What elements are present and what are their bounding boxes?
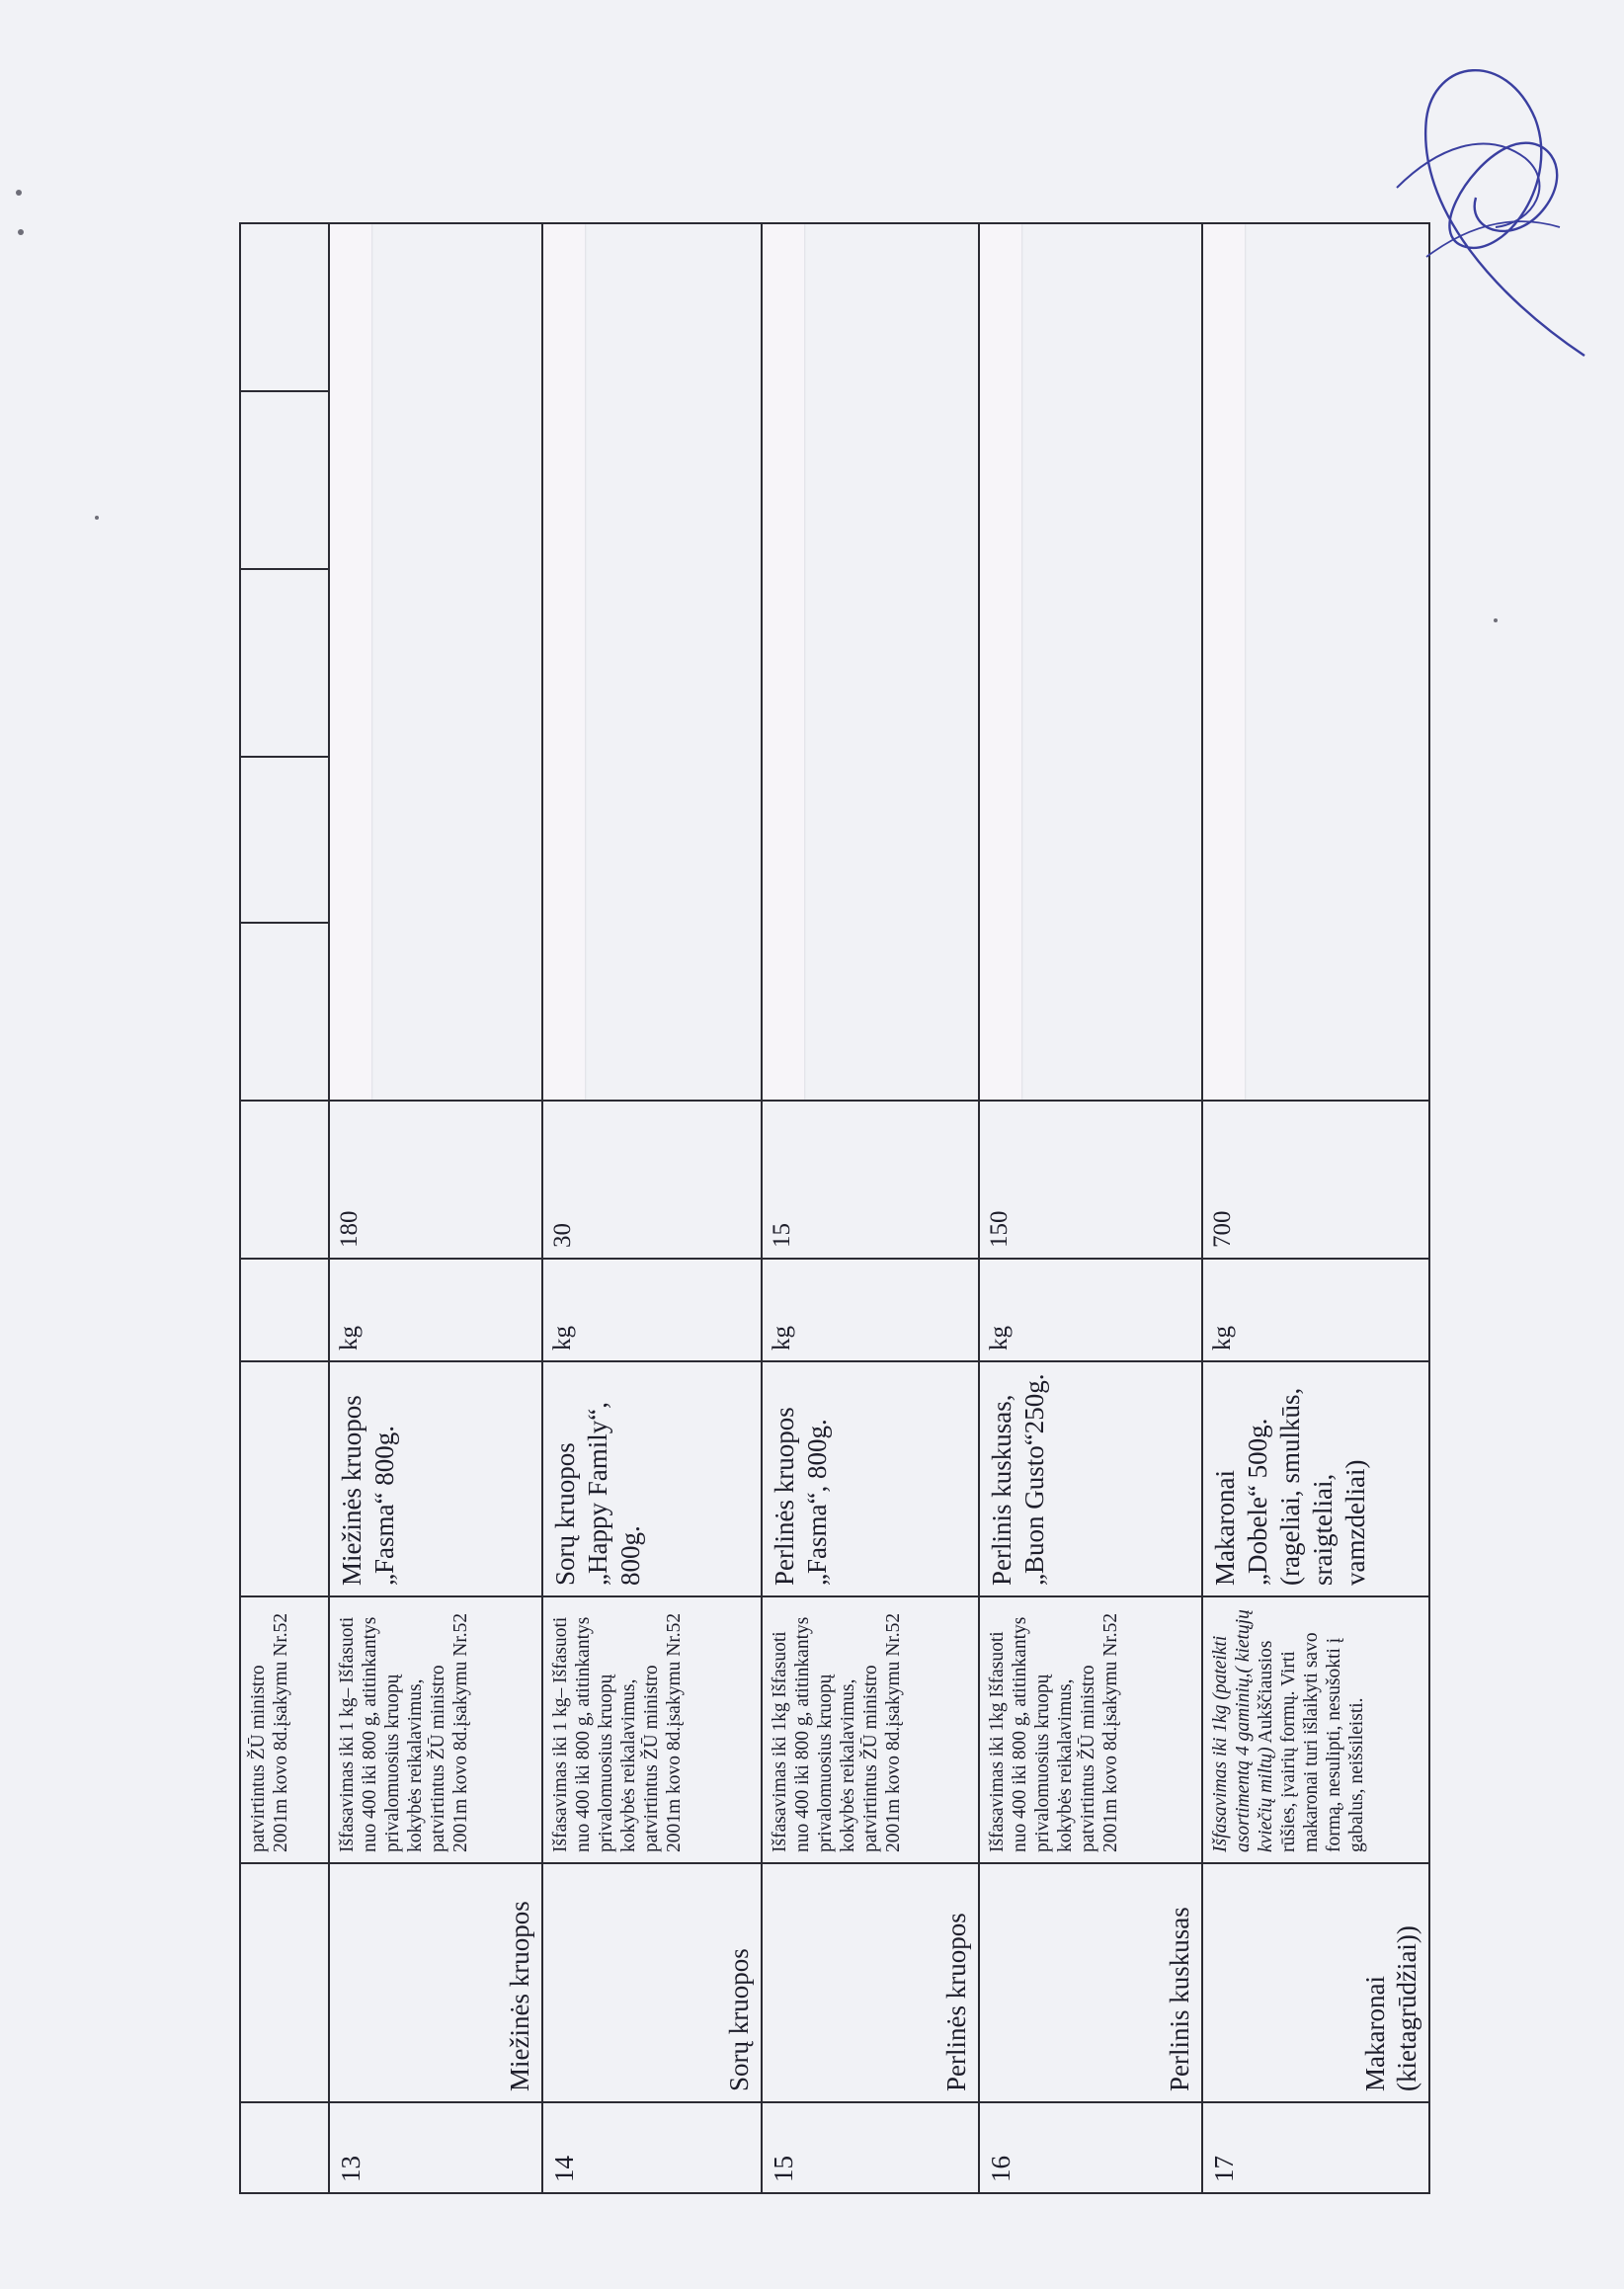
cell-product: Makaronai „Dobele“ 500g. (rageliai, smulkūs, sraigteliai, vamzdeliai) xyxy=(1202,1361,1429,1596)
cell-unit: kg xyxy=(1202,1259,1429,1361)
cell-product: Miežinės kruopos „Fasma“ 800g. xyxy=(329,1361,542,1596)
cell-quantity: 30 xyxy=(542,1101,762,1259)
cell-requirement: Išfasavimas iki 1 kg– Išfasuoti nuo 400 iki 800 g, atitinkantys privalomuosius kruopų kokybės reikalavimus, patvirtintus ŽŪ ministro 2001m kovo 8d.įsakymu Nr.52 xyxy=(542,1596,762,1863)
table-row xyxy=(762,223,979,2193)
cell-quantity: 180 xyxy=(329,1101,542,1259)
paper-speck xyxy=(95,516,99,520)
redacted-cells xyxy=(542,223,762,1101)
table-row xyxy=(1202,223,1429,2193)
cell-requirement: Išfasavimas iki 1kg Išfasuoti nuo 400 iki 800 g, atitinkantys privalomuosius kruopų kokybės reikalavimus, patvirtintus ŽŪ ministro 2001m kovo 8d.įsakymu Nr.52 xyxy=(762,1596,979,1863)
cell-name-empty xyxy=(240,1863,329,2102)
cell-quantity: 150 xyxy=(979,1101,1202,1259)
cell-requirement: patvirtintus ŽŪ ministro 2001m kovo 8d.įsakymu Nr.52 xyxy=(240,1596,329,1863)
cell-nr: 15 xyxy=(762,2102,979,2193)
redacted-cells xyxy=(329,223,542,1101)
cell-unit: kg xyxy=(762,1259,979,1361)
requirement-italic: Išfasavimas iki 1kg (pateikti asortimentą 4 gaminių,( kietųjų kviečių miltų) xyxy=(1210,1609,1276,1852)
table-row-continuation xyxy=(240,223,329,2193)
cell-nr: 14 xyxy=(542,2102,762,2193)
procurement-table xyxy=(239,222,1430,2194)
table-row xyxy=(329,223,542,2193)
cell-product: Sorų kruopos „Happy Family“, 800g. xyxy=(542,1361,762,1596)
cell-nr: 13 xyxy=(329,2102,542,2193)
cell-requirement: Išfasavimas iki 1 kg– Išfasuoti nuo 400 iki 800 g, atitinkantys privalomuosius kruopų kokybės reikalavimus, patvirtintus ŽŪ ministro 2001m kovo 8d.įsakymu Nr.52 xyxy=(329,1596,542,1863)
table-row xyxy=(542,223,762,2193)
cell-product: Perlinės kruopos „Fasma“, 800g. xyxy=(762,1361,979,1596)
cell-quantity: 15 xyxy=(762,1101,979,1259)
cell-quantity: 700 xyxy=(1202,1101,1429,1259)
paper-speck xyxy=(18,229,24,235)
requirement-text: Aukščiausios rūšies, įvairių formų. Virti makaronai turi išlaikyti savo formą, nesulipti, nesušokti į gabalus, neišsileisti. xyxy=(1256,1632,1367,1852)
redacted-cells xyxy=(762,223,979,1101)
table-row xyxy=(979,223,1202,2193)
cell-unit: kg xyxy=(329,1259,542,1361)
paper-speck xyxy=(1494,618,1498,622)
cell-nr: 16 xyxy=(979,2102,1202,2193)
cell-name: Makaronai (kietagrūdžiai)) xyxy=(1202,1863,1429,2102)
cell-product: Perlinis kuskusas, „Buon Gusto“250g. xyxy=(979,1361,1202,1596)
handwritten-signature xyxy=(1170,0,1624,415)
cell-nr-empty xyxy=(240,2102,329,2193)
cell-name: Perlinės kruopos xyxy=(762,1863,979,2102)
paper-speck xyxy=(16,190,22,196)
cell-name: Miežinės kruopos xyxy=(329,1863,542,2102)
cell-name: Sorų kruopos xyxy=(542,1863,762,2102)
cell-nr: 17 xyxy=(1202,2102,1429,2193)
cell-unit: kg xyxy=(542,1259,762,1361)
cell-requirement: Išfasavimas iki 1kg Išfasuoti nuo 400 iki 800 g, atitinkantys privalomuosius kruopų kokybės reikalavimus, patvirtintus ŽŪ ministro 2001m kovo 8d.įsakymu Nr.52 xyxy=(979,1596,1202,1863)
cell-unit: kg xyxy=(979,1259,1202,1361)
cell-requirement xyxy=(1202,1596,1429,1863)
cell-name: Perlinis kuskusas xyxy=(979,1863,1202,2102)
